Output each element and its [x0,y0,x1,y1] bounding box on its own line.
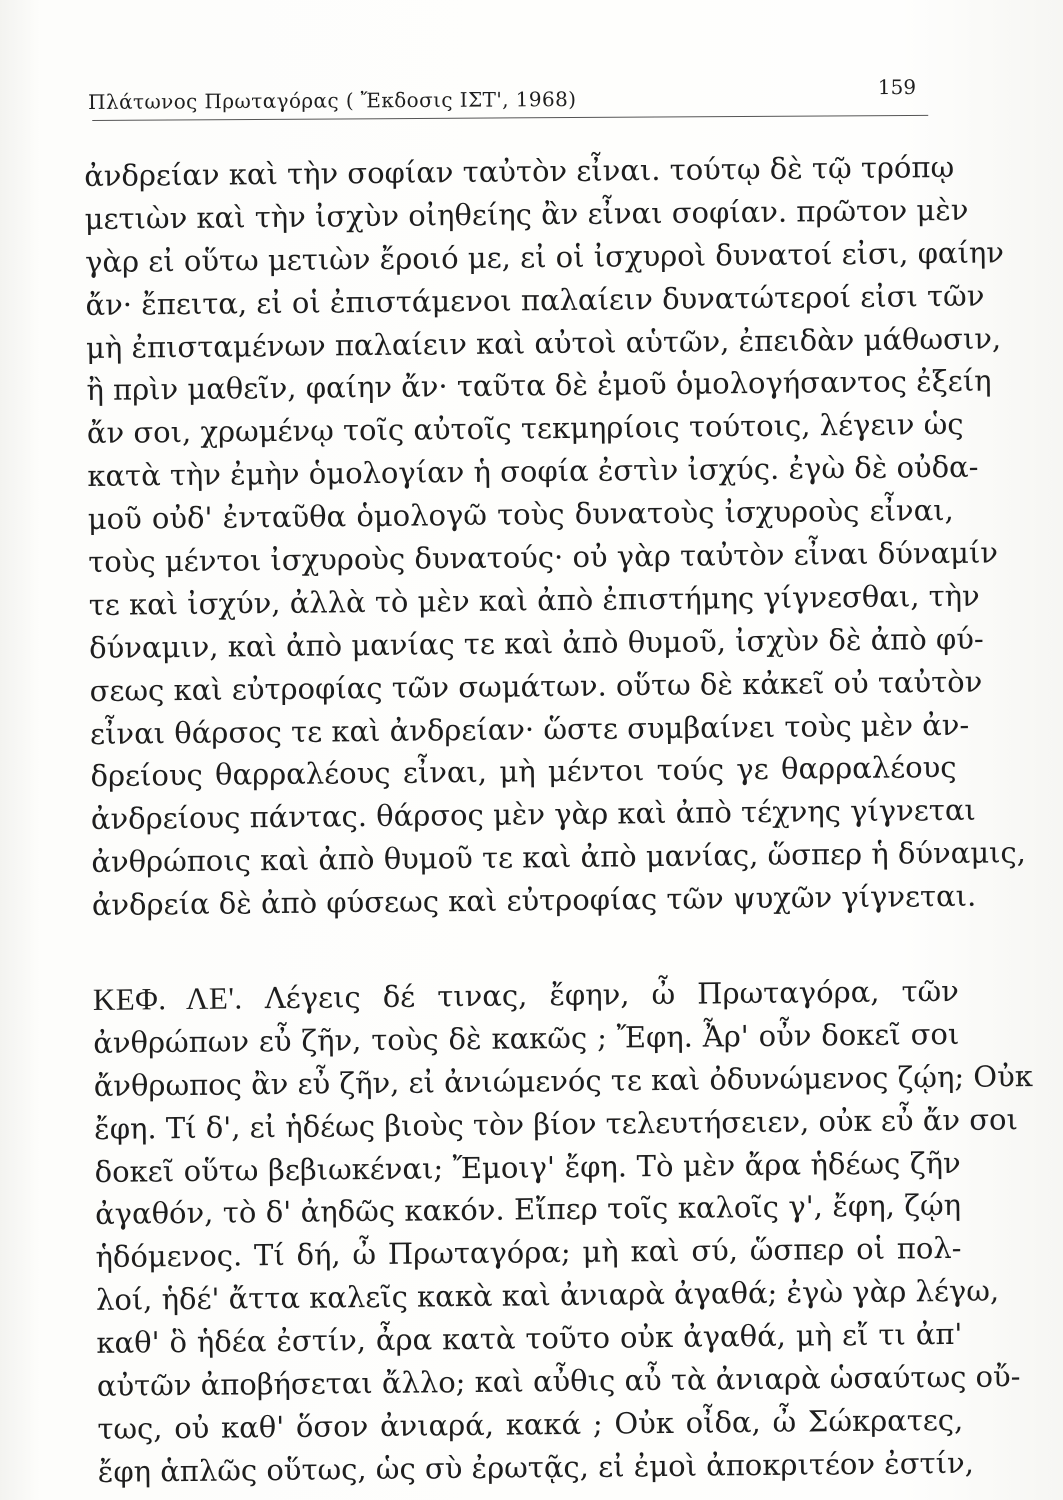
text-line: γὰρ εἰ οὕτω μετιὼν ἔροιό με, εἰ οἱ ἰσχυροὶ δυνατοί εἰσι, φαίην [84,235,1005,279]
text-line: σεως καὶ εὐτροφίας τῶν σωμάτων. οὕτω δὲ κἀκεῖ οὐ ταὐτὸν [89,664,983,708]
text-line: ἀνδρεία δὲ ἀπὸ φύσεως καὶ εὐτροφίας τῶν ψυχῶν γίγνεται. [91,878,977,923]
chapter-section [92,970,1034,1494]
chapter-first-line-text: Λέγεις δέ τινας, ἔφην, ὦ Πρωταγόρα, τῶν [264,973,959,1016]
running-head: Πλάτωνος Πρωταγόρας ( Ἔκδοσις ΙΣΤ', 1968) [88,87,577,114]
text-line: αὐτῶν ἀποβήσεται ἄλλο; καὶ αὖθις αὖ τὰ ἀνιαρὰ ὡσαύτως οὔ- [96,1359,1021,1403]
body-text [84,146,1034,1494]
section-spacer [92,918,958,979]
text-line: τε καὶ ἰσχύν, ἀλλὰ τὸ μὲν καὶ ἀπὸ ἐπιστήμης γίγνεσθαι, τὴν [88,578,980,622]
text-line: ἀνδρείαν καὶ τὴν σοφίαν ταὐτὸν εἶναι. τούτῳ δὲ τῷ τρόπῳ [84,149,955,193]
page-header [88,75,928,124]
paragraph-1 [84,146,1027,927]
text-line: ἄνθρωπος ἂν εὖ ζῆν, εἰ ἀνιώμενός τε καὶ ὀδυνώμενος ζῴη; Οὐκ [93,1058,1034,1103]
text-line: τως, οὐ καθ' ὅσον ἀνιαρά, κακά ; Οὐκ οἶδα, ὦ Σώκρατες, [97,1402,964,1446]
text-line: ἡδόμενος. Τί δή, ὦ Πρωταγόρα; μὴ καὶ σύ, ὥσπερ οἱ πολ- [95,1231,962,1275]
text-line: λοί, ἡδέ' ἄττα καλεῖς κακὰ καὶ ἀνιαρὰ ἀγαθά; ἐγὼ γὰρ λέγω, [95,1273,1000,1318]
text-line: ἀγαθόν, τὸ δ' ἀηδῶς κακόν. Εἴπερ τοῖς καλοῖς γ', ἔφη, ζῴη [94,1188,962,1232]
text-line: καθ' ὃ ἡδέα ἐστίν, ἆρα κατὰ τοῦτο οὐκ ἀγαθά, μὴ εἴ τι ἀπ' [96,1317,963,1361]
text-line: δρείους θαρραλέους εἶναι, μὴ μέντοι τούς γε θαρραλέους [90,750,957,794]
text-line: ἀνθρώποις καὶ ἀπὸ θυμοῦ τε καὶ ἀπὸ μανίας, ὥσπερ ἡ δύναμις, [91,835,1027,880]
text-line: δοκεῖ οὕτω βεβιωκέναι; Ἔμοιγ' ἔφη. Τὸ μὲν ἄρα ἡδέως ζῆν [94,1145,961,1189]
chapter-label: ΚΕΦ. ΛΕ'. [92,980,243,1017]
text-line: εἶναι θάρσος τε καὶ ἀνδρείαν· ὥστε συμβαίνει τοὺς μὲν ἀν- [89,707,970,751]
text-line: μοῦ οὐδ' ἐνταῦθα ὁμολογῶ τοὺς δυνατοὺς ἰσχυροὺς εἶναι, [87,493,954,537]
page-number: 159 [877,74,917,100]
text-line: ἀνθρώπων εὖ ζῆν, τοὺς δὲ κακῶς ; Ἔφη. Ἆρ' οὖν δοκεῖ σοι [93,1016,960,1060]
text-line: ἢ πρὶν μαθεῖν, φαίην ἄν· ταῦτα δὲ ἐμοῦ ὁμολογήσαντος ἐξείη [86,363,992,408]
text-line: δύναμιν, καὶ ἀπὸ μανίας τε καὶ ἀπὸ θυμοῦ, ἰσχὺν δὲ ἀπὸ φύ- [88,621,984,665]
text-line: ἔφη. Τί δ', εἰ ἡδέως βιοὺς τὸν βίον τελευτήσειεν, οὐκ εὖ ἄν σοι [94,1101,1019,1146]
header-rule [92,115,928,121]
text-line: ἔφη ἁπλῶς οὕτως, ὡς σὺ ἐρωτᾷς, εἰ ἐμοὶ ἀποκριτέον ἐστίν, [97,1445,974,1489]
text-line: ἄν σοι, χρωμένῳ τοῖς αὐτοῖς τεκμηρίοις τούτοις, λέγειν ὡς [86,407,964,451]
text-line: ἄν· ἔπειτα, εἰ οἱ ἐπιστάμενοι παλαίειν δυνατώτεροί εἰσι τῶν [85,278,985,322]
text-line: μὴ ἐπισταμένων παλαίειν καὶ αὐτοὶ αὑτῶν, ἐπειδὰν μάθωσιν, [85,320,1002,365]
text-line: κατὰ τὴν ἐμὴν ὁμολογίαν ἡ σοφία ἐστὶν ἰσχύς. ἐγὼ δὲ οὐδα- [87,449,979,494]
text-line: ἀνδρείους πάντας. θάρσος μὲν γὰρ καὶ ἀπὸ τέχνης γίγνεται [90,793,976,837]
text-line: τοὺς μέντοι ἰσχυροὺς δυνατούς· οὐ γὰρ ταὐτὸν εἶναι δύναμίν [88,535,999,579]
text-line: μετιὼν καὶ τὴν ἰσχὺν οἰηθείης ἂν εἶναι σοφίαν. πρῶτον μὲν [84,192,969,236]
